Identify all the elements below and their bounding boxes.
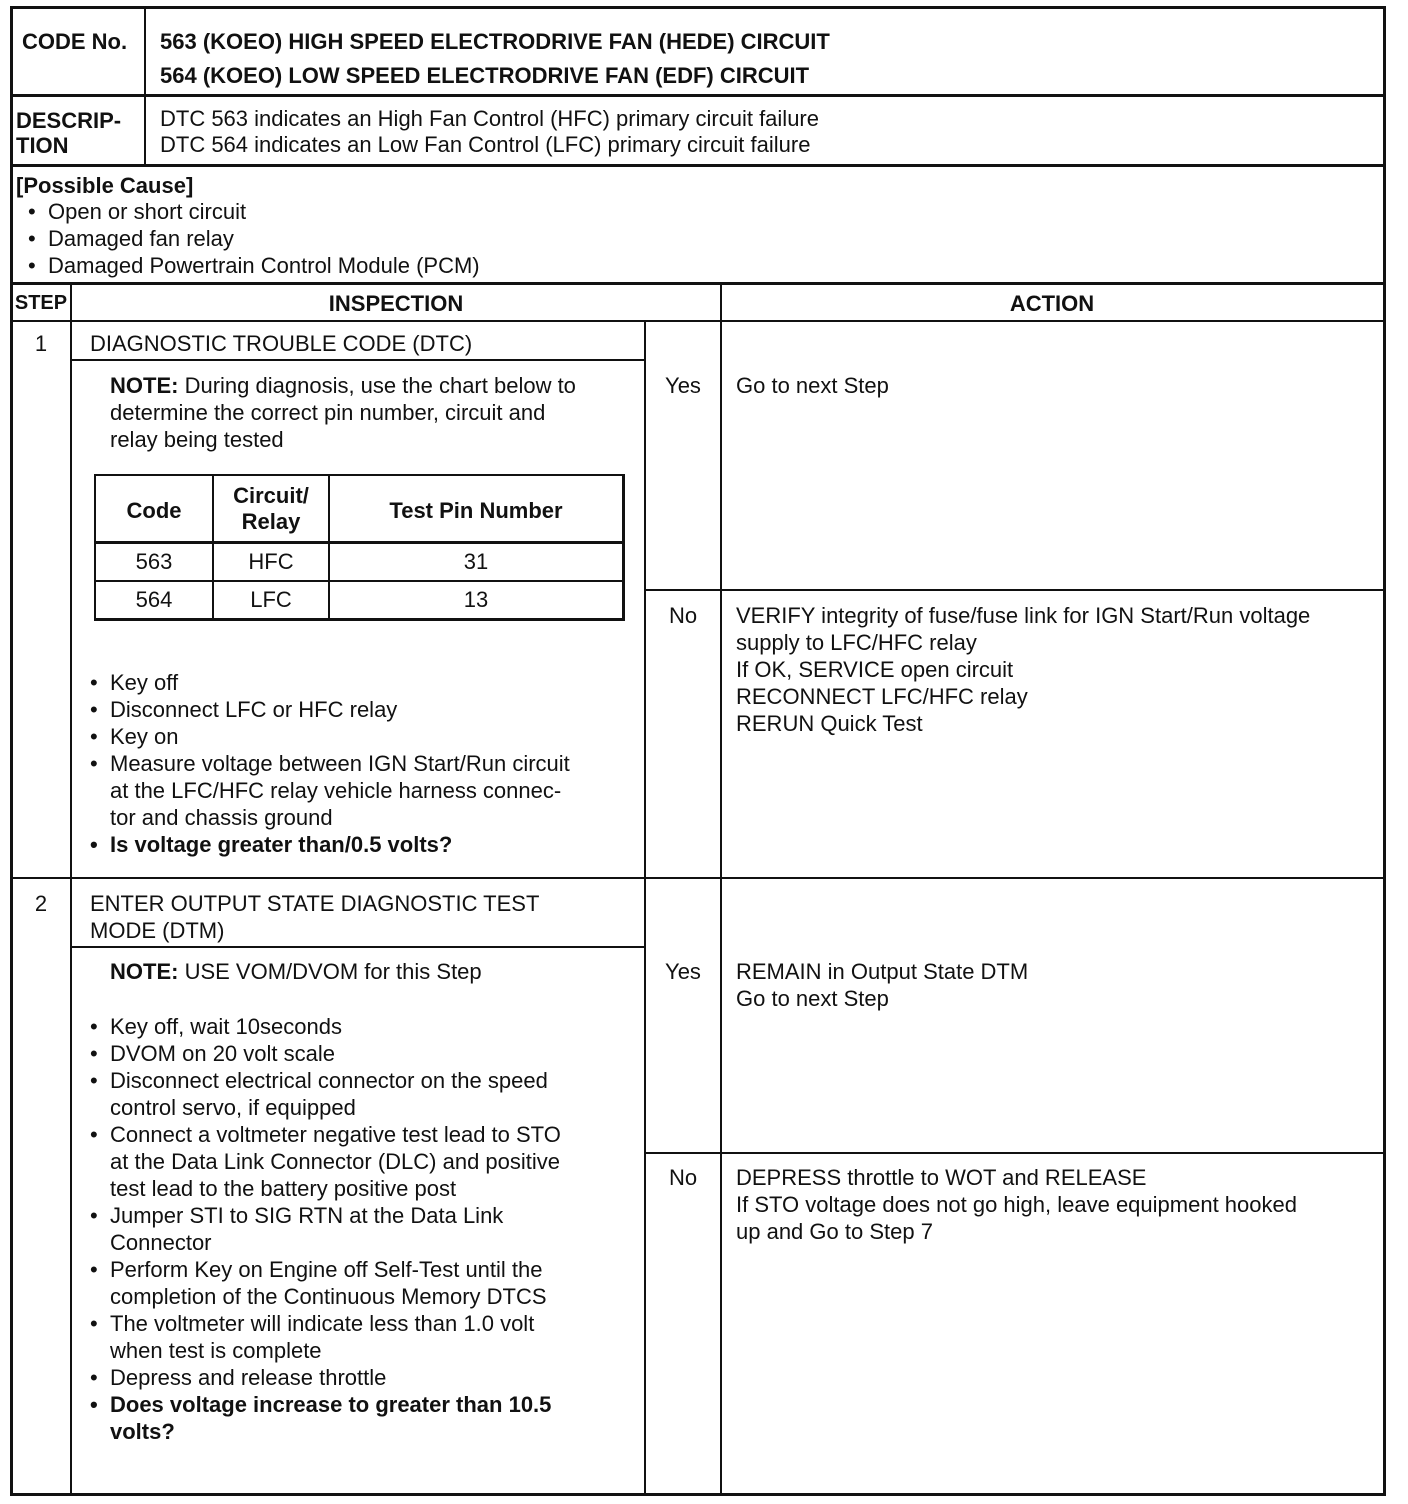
pin-header-code: Code <box>126 498 182 523</box>
yes-action: Go to next Step <box>736 373 889 398</box>
step-title: DIAGNOSTIC TROUBLE CODE (DTC) <box>90 331 473 356</box>
note-line <box>110 958 482 985</box>
rule-description <box>10 164 1386 167</box>
rule-step-separator <box>10 877 1386 879</box>
pin-table-rule <box>622 474 625 621</box>
no-action-line: supply to LFC/HFC relay <box>736 630 977 655</box>
frame-right <box>1383 6 1386 1496</box>
rule-step1-title <box>72 359 646 361</box>
rule-step2-title <box>72 946 646 948</box>
note-label: NOTE: <box>110 959 179 984</box>
step-question-cont: volts? <box>110 1419 175 1444</box>
yes-action-line: REMAIN in Output State DTM <box>736 959 1029 984</box>
step-bullet-cont: control servo, if equipped <box>110 1095 356 1120</box>
step-title: ENTER OUTPUT STATE DIAGNOSTIC TEST <box>90 891 540 916</box>
note-text: USE VOM/DVOM for this Step <box>184 959 482 984</box>
pin-table-rule <box>94 580 624 582</box>
note-line: relay being tested <box>110 427 284 452</box>
pin-cell: 13 <box>463 587 489 612</box>
step-bullet: • Depress and release throttle <box>110 1364 386 1391</box>
pin-cell: 563 <box>135 549 173 574</box>
step-bullet: • The voltmeter will indicate less than 1.0 volt <box>110 1310 534 1337</box>
code-line-1: 563 (KOEO) HIGH SPEED ELECTRODRIVE FAN (HEDE) CIRCUIT <box>160 29 830 54</box>
rule-step-col <box>70 284 72 1494</box>
column-action: ACTION <box>1009 291 1095 316</box>
step-bullet: • Jumper STI to SIG RTN at the Data Link <box>110 1202 503 1229</box>
cause-item: • Damaged fan relay <box>48 225 234 252</box>
step-bullet: • Connect a voltmeter negative test lead to STO <box>110 1121 561 1148</box>
no-action-line: If STO voltage does not go high, leave equipment hooked <box>736 1192 1297 1217</box>
cause-item: • Open or short circuit <box>48 198 246 225</box>
rule-columns <box>10 320 1386 322</box>
cause-item: • Damaged Powertrain Control Module (PCM) <box>48 252 480 279</box>
rule-step2-yes-no <box>644 1152 1386 1154</box>
note-label: NOTE: <box>110 373 179 398</box>
pin-table-rule <box>94 474 624 476</box>
rule-yesno-col <box>644 322 646 1494</box>
step-bullet-cont: completion of the Continuous Memory DTCS <box>110 1284 547 1309</box>
column-step: STEP <box>14 292 68 314</box>
pin-table <box>94 474 624 622</box>
step-number: 2 <box>34 891 48 916</box>
no-action-line: DEPRESS throttle to WOT and RELEASE <box>736 1165 1147 1190</box>
frame-left <box>10 6 13 1496</box>
pin-cell: 31 <box>463 549 489 574</box>
no-action-line: RECONNECT LFC/HFC relay <box>736 684 1028 709</box>
code-line-2: 564 (KOEO) LOW SPEED ELECTRODRIVE FAN (EDF) CIRCUIT <box>160 63 810 88</box>
note-text: During diagnosis, use the chart below to <box>184 373 576 398</box>
rule-action-col <box>720 284 722 1494</box>
step-bullet-cont: tor and chassis ground <box>110 805 333 830</box>
step-bullet: • Disconnect electrical connector on the speed <box>110 1067 548 1094</box>
description-label-2: TION <box>16 133 69 158</box>
step-bullet-cont: when test is complete <box>110 1338 322 1363</box>
step-title: MODE (DTM) <box>90 918 225 943</box>
rule-step1-yes-no <box>644 589 1386 591</box>
step-bullet: • DVOM on 20 volt scale <box>110 1040 335 1067</box>
frame-top <box>10 6 1386 9</box>
step-bullet: • Perform Key on Engine off Self-Test until the <box>110 1256 543 1283</box>
step-bullet: • Disconnect LFC or HFC relay <box>110 696 397 723</box>
rule-header <box>10 94 1386 97</box>
pin-header-circuit: Circuit/ <box>233 483 309 508</box>
step-bullet: • Key off <box>110 669 178 696</box>
yes-label: Yes <box>665 959 701 984</box>
step-bullet: • Measure voltage between IGN Start/Run circuit <box>110 750 570 777</box>
yes-action-line: Go to next Step <box>736 986 889 1011</box>
no-action-line: up and Go to Step 7 <box>736 1219 933 1244</box>
pin-table-rule <box>94 618 624 621</box>
no-action-line: VERIFY integrity of fuse/fuse link for IGN Start/Run voltage <box>736 603 1311 628</box>
no-action-line: RERUN Quick Test <box>736 711 923 736</box>
possible-cause-title: [Possible Cause] <box>16 173 194 198</box>
rule-label-divider <box>144 6 146 166</box>
pin-header-relay: Relay <box>241 509 301 534</box>
description-line-2: DTC 564 indicates an Low Fan Control (LFC) primary circuit failure <box>160 132 811 157</box>
rule-cause <box>10 282 1386 285</box>
pin-cell: HFC <box>248 549 294 574</box>
step-bullet-cont: at the Data Link Connector (DLC) and positive <box>110 1149 561 1174</box>
frame-bottom <box>10 1493 1386 1496</box>
column-inspection: INSPECTION <box>328 291 464 316</box>
step-bullet-cont: Connector <box>110 1230 212 1255</box>
step-question: • Does voltage increase to greater than 10.5 <box>110 1391 551 1418</box>
pin-cell: 564 <box>135 587 173 612</box>
pin-table-rule <box>94 541 624 544</box>
step-bullet: • Key off, wait 10seconds <box>110 1013 342 1040</box>
description-line-1: DTC 563 indicates an High Fan Control (HFC) primary circuit failure <box>160 106 819 131</box>
description-label-1: DESCRIP- <box>16 108 122 133</box>
note-line <box>110 372 576 399</box>
step-bullet-cont: test lead to the battery positive post <box>110 1176 457 1201</box>
no-label: No <box>668 603 698 628</box>
note-line: determine the correct pin number, circuit and <box>110 400 546 425</box>
no-label: No <box>668 1165 698 1190</box>
step-bullet-cont: at the LFC/HFC relay vehicle harness connec- <box>110 778 562 803</box>
code-label: CODE No. <box>22 29 128 54</box>
pin-cell: LFC <box>250 587 292 612</box>
diagnostic-sheet <box>10 6 1386 1496</box>
step-number: 1 <box>34 331 48 356</box>
no-action-line: If OK, SERVICE open circuit <box>736 657 1014 682</box>
step-question: • Is voltage greater than/0.5 volts? <box>110 831 452 858</box>
yes-label: Yes <box>665 373 701 398</box>
step-bullet: • Key on <box>110 723 179 750</box>
pin-header-test-pin: Test Pin Number <box>389 498 563 523</box>
